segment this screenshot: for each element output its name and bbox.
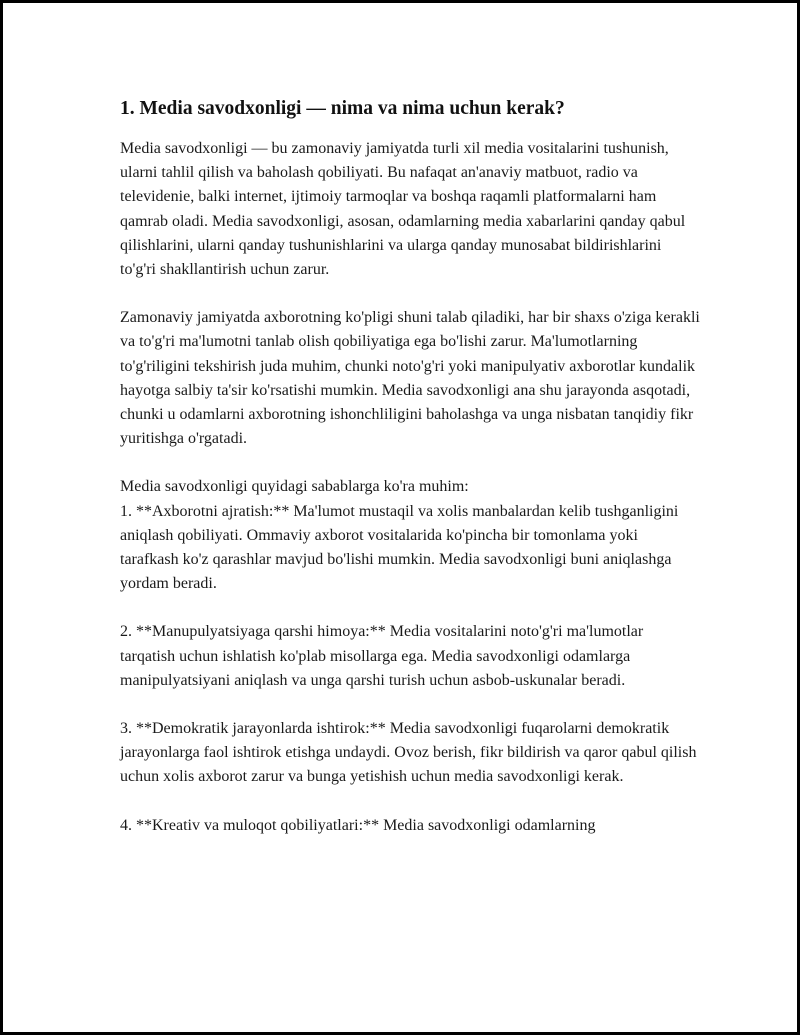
section-heading: 1. Media savodxonligi — nima va nima uchun kerak? [120,98,565,119]
paragraph-information-abundance: Zamonaviy jamiyatda axborotning ko'pligi shuni talab qiladiki, har bir shaxs o'ziga kerakli va to'g'ri ma'lumotni tanlab olish qobiliyatiga ega bo'lishi zarur. Ma'lumotlarning to'g'riligini tekshirish juda muhim, chunki noto'g'ri yoki manipulyativ axborotlar kundalik hayotga salbiy ta'sir ko'rsatishi mumkin. Media savodxonligi ana shu jarayonda asqotadi, chunki u odamlarni axborotning ishonchliligini baholashga va unga nisbatan tanqidiy fikr yuritishga o'rgatadi. [120,309,700,448]
paragraph-reasons-item-4: 4. **Kreativ va muloqot qobiliyatlari:** Media savodxonligi odamlarning [120,816,596,834]
paragraph-reasons-item-2: 2. **Manupulyatsiyaga qarshi himoya:** Media vositalarini noto'g'ri ma'lumotlar tarqatish uchun ishlatish ko'plab misollarga ega. Media savodxonligi odamlarga manipulyatsiyani aniqlash va unga qarshi turish uchun asbob-uskunalar beradi. [120,623,644,689]
document-body [120,95,700,838]
paragraph-reasons-item-3: 3. **Demokratik jarayonlarda ishtirok:** Media savodxonligi fuqarolarni demokratik jarayonlarga faol ishtirok etishga undaydi. Ovoz berish, fikr bildirish va qaror qabul qilish uchun xolis axborot zarur va bunga yetishish uchun media savodxonligi kerak. [120,720,697,786]
paragraph-definition: Media savodxonligi — bu zamonaviy jamiyatda turli xil media vositalarini tushunish, ularni tahlil qilish va baholash qobiliyati. Bu nafaqat an'anaviy matbuot, radio va televidenie, balki internet, ijtimoiy tarmoqlar va boshqa raqamli platformalarni ham qamrab oladi. Media savodxonligi, asosan, odamlarning media xabarlarini qanday qabul qilishlarini, ularni qanday tushunishlarini va ularga qanday munosabat bildirishlarini to'g'ri shakllantirish uchun zarur. [120,140,686,279]
paragraph-reasons-item-1: Media savodxonligi quyidagi sabablarga ko'ra muhim: 1. **Axborotni ajratish:** Ma'lumot mustaqil va xolis manbalardan kelib tushganligini aniqlash qobiliyati. Ommaviy axborot vositalarida ko'pincha bir tomonlama yoki tarafkash ko'z qarashlar mavjud bo'lishi mumkin. Media savodxonligi buni aniqlashga yordam beradi. [120,478,679,593]
